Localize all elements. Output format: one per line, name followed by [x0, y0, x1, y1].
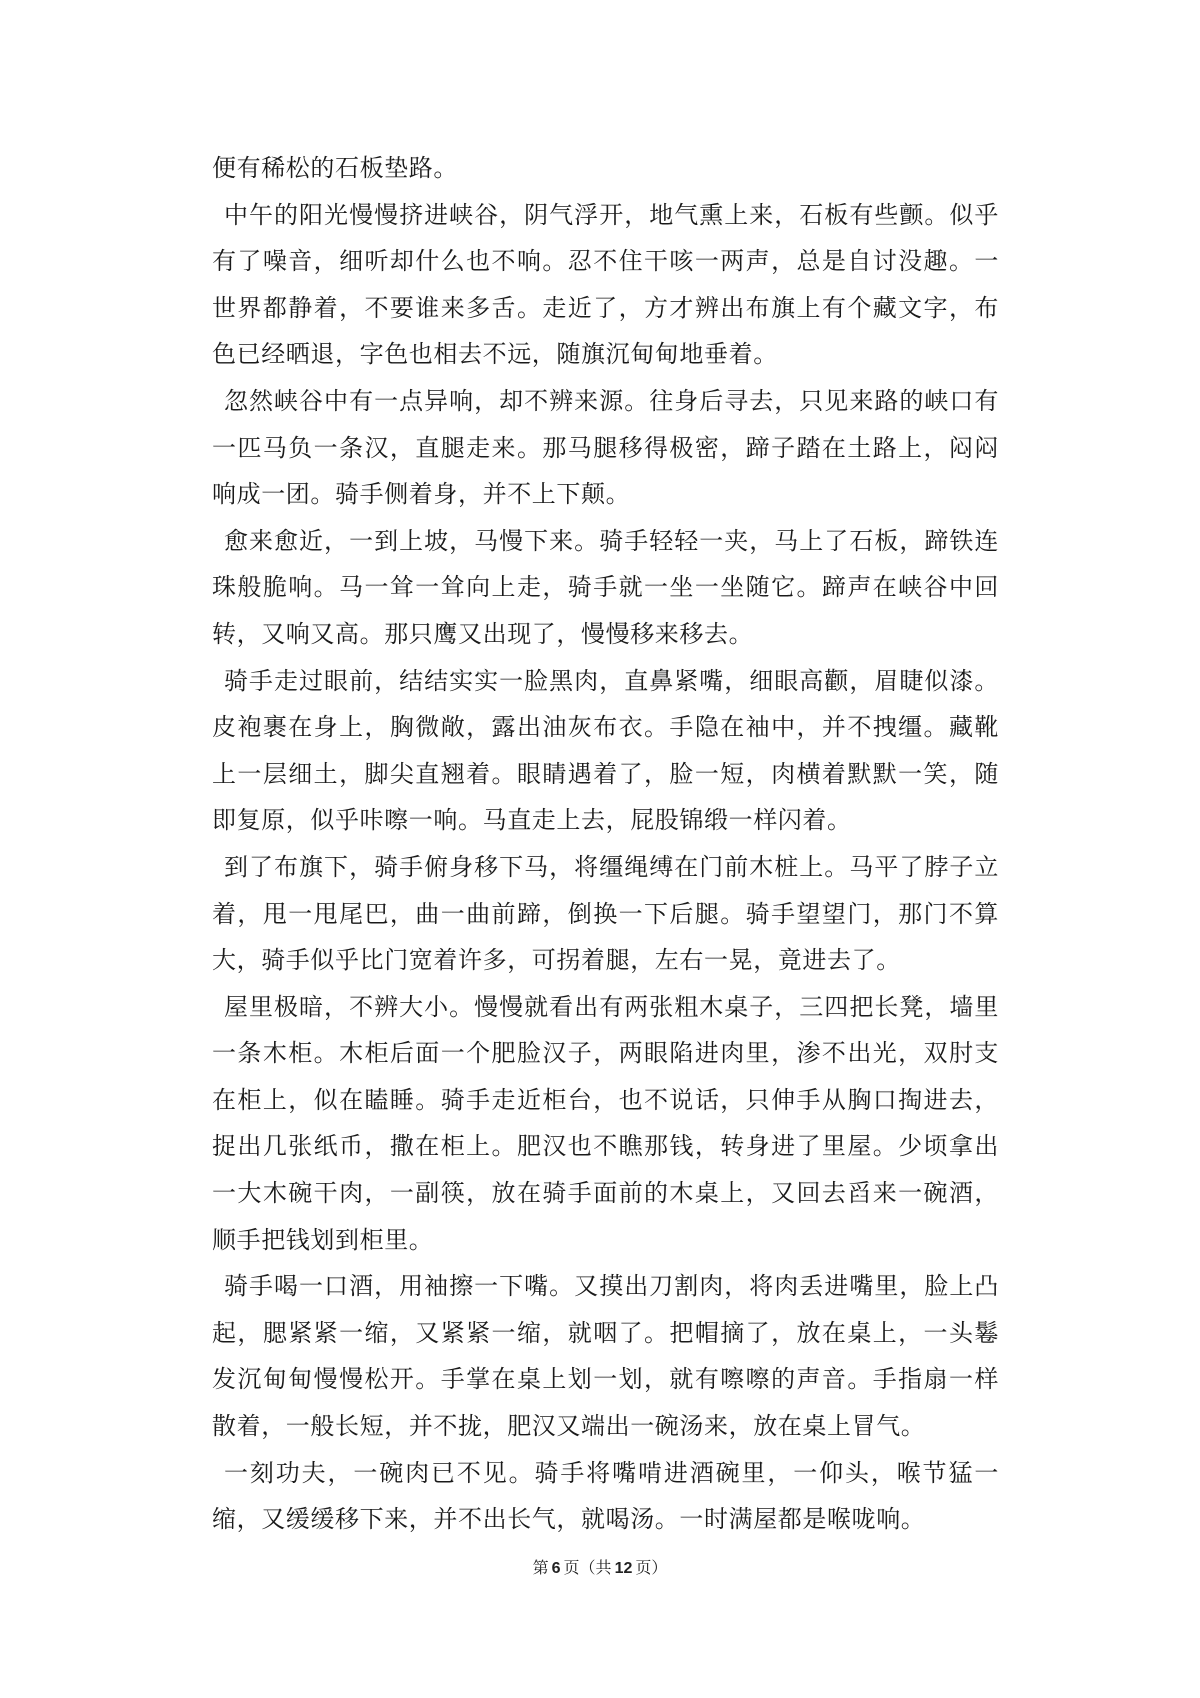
paragraph-6: 屋里极暗，不辨大小。慢慢就看出有两张粗木桌子，三四把长凳，墙里一条木柜。木柜后面一个肥脸汉子，两眼陷进肉里，渗不出光，双肘支在柜上，似在瞌睡。骑手走近柜台，也不说话，只伸手从胸口掏进去，捉出几张纸币，撒在柜上。肥汉也不瞧那钱，转身进了里屋。少顷拿出一大木碗干肉，一副筷，放在骑手面前的木桌上，又回去舀来一碗酒，顺手把钱划到柜里。 [212, 992, 999, 1254]
paragraph-2: 忽然峡谷中有一点异响，却不辨来源。往身后寻去，只见来路的峡口有一匹马负一条汉，直腿走来。那马腿移得极密，蹄子踏在土路上，闷闷响成一团。骑手侧着身，并不上下颠。 [212, 386, 999, 509]
footer-middle: 页（共 [563, 1558, 612, 1577]
paragraph-3: 愈来愈近，一到上坡，马慢下来。骑手轻轻一夹，马上了石板，蹄铁连珠般脆响。马一耸一耸向上走，骑手就一坐一坐随它。蹄声在峡谷中回转，又响又高。那只鹰又出现了，慢慢移来移去。 [212, 526, 999, 648]
total-pages: 12 [614, 1560, 633, 1577]
page-footer [0, 1558, 1200, 1579]
paragraph-8: 一刻功夫，一碗肉已不见。骑手将嘴啃进酒碗里，一仰头，喉节猛一缩，又缓缓移下来，并不出长气，就喝汤。一时满屋都是喉咙响。 [212, 1458, 999, 1534]
footer-suffix: 页） [635, 1558, 668, 1577]
paragraph-0: 便有稀松的石板垫路。 [212, 154, 458, 182]
paragraph-7: 骑手喝一口酒，用袖擦一下嘴。又摸出刀割肉，将肉丢进嘴里，脸上凸起，腮紧紧一缩，又紧紧一缩，就咽了。把帽摘了，放在桌上，一头鬈发沉甸甸慢慢松开。手掌在桌上划一划，就有嚓嚓的声音。手指扇一样散着，一般长短，并不拢，肥汉又端出一碗汤来，放在桌上冒气。 [212, 1272, 999, 1441]
paragraph-4: 骑手走过眼前，结结实实一脸黑肉，直鼻紧嘴，细眼高颧，眉睫似漆。皮袍裹在身上，胸微敞，露出油灰布衣。手隐在袖中，并不拽缰。藏靴上一层细土，脚尖直翘着。眼睛遇着了，脸一短，肉横着默默一笑，随即复原，似乎咔嚓一响。马直走上去，屁股锦缎一样闪着。 [212, 666, 999, 835]
body-text [212, 145, 999, 1543]
footer-prefix: 第 [532, 1558, 549, 1577]
page-number: 6 [551, 1560, 561, 1577]
paragraph-5: 到了布旗下，骑手俯身移下马，将缰绳缚在门前木桩上。马平了脖子立着，甩一甩尾巴，曲一曲前蹄，倒换一下后腿。骑手望望门，那门不算大，骑手似乎比门宽着许多，可拐着腿，左右一晃，竟进去了。 [212, 852, 999, 975]
paragraph-1: 中午的阳光慢慢挤进峡谷，阴气浮开，地气熏上来，石板有些颤。似乎有了噪音，细听却什么也不响。忍不住干咳一两声，总是自讨没趣。一世界都静着，不要谁来多舌。走近了，方才辨出布旗上有个藏文字，布色已经晒退，字色也相去不远，随旗沉甸甸地垂着。 [212, 200, 999, 369]
